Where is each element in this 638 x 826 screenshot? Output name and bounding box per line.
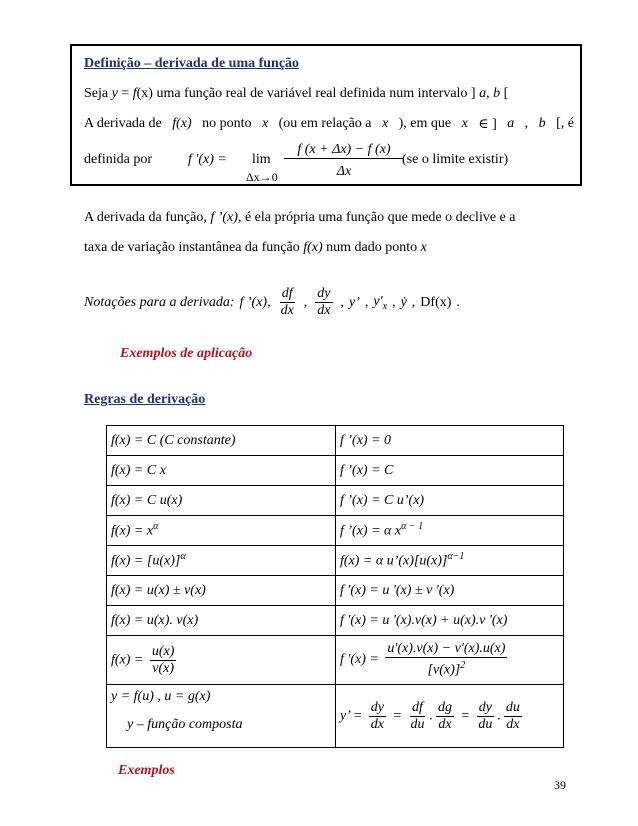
table-row: f(x) = C u(x) f ’(x) = C u’(x) (107, 486, 564, 516)
difference-quotient-numerator: f (x + Δx) − f (x) (284, 142, 404, 159)
table-row: f(x) = $\frac{u(x)}{v(x)}$ f '(x) = $\frac{u'(x).v(x) - v'(x).u(x)}{[v(x)]^2}$ (107, 636, 564, 685)
table-row: f(x) = u(x) ± v(x) f '(x) = u '(x) ± v '(x) (107, 576, 564, 606)
table-row: y = f(u) , u = g(x) y – função composta y’ = $\frac{dy}{dx}$ = $\frac{df}{du}$ . $\frac{dg}{dx}$ = $\frac{dy}{du}$ . $\frac{du}{dx}$ (107, 685, 564, 748)
definition-line-2: A derivada de f(x) no ponto x (ou em relação a x ), em que x ∈ ] a , b [, é (84, 116, 574, 132)
page-number: 39 (554, 778, 566, 792)
examples-heading: Exemplos (118, 763, 175, 778)
definition-box (70, 44, 582, 186)
notations-label: Notações para a derivada: (84, 294, 235, 310)
table-row: f(x) = C (C constante) f ’(x) = 0 (107, 426, 564, 456)
difference-quotient-denominator: Δx (336, 164, 352, 179)
table-row: f(x) = C x f ’(x) = C (107, 456, 564, 486)
notations-line: Notações para a derivada: f ’(x), $\frac{df}{dx}$ , $\frac{dy}{dx}$ , y’ , $y'_x$ , ẏ , Df(x) . (84, 286, 460, 318)
examples-application-heading: Exemplos de aplicação (120, 346, 253, 361)
limit-word: lim (252, 152, 271, 167)
table-row: $f(x) = [u(x)]^\alpha$ f(x) = α $u’(x)[u(x)]^{\alpha-1}$ (107, 546, 564, 576)
definition-line-1: Seja y = f(x) uma função real de variável real definida num intervalo ] a, b [ (84, 86, 509, 101)
paragraph-line-2: taxa de variação instantânea da função f(x) num dado ponto x (84, 240, 427, 255)
table-row: $f(x) = x^\alpha$ f ’(x) = α $x^{\alpha - 1}$ (107, 516, 564, 546)
notation-y-sub-x: $y'_x$ (373, 293, 388, 312)
notation-df-dx: $\frac{df}{dx}$ (280, 286, 294, 318)
table-row: f(x) = u(x). v(x) f '(x) = u '(x).v(x) + u(x).v '(x) (107, 606, 564, 636)
limit-subscript: Δx→0 (246, 170, 278, 184)
limit-note: (se o limite existir) (402, 152, 509, 167)
paragraph-line-1: A derivada da função, f ’(x), é ela própria uma função que mede o declive e a (84, 210, 516, 225)
rules-heading: Regras de derivação (84, 392, 206, 407)
derivative-lhs: f '(x) = (188, 152, 227, 167)
definition-line-3-label: definida por (84, 152, 153, 167)
definition-title: Definição – derivada de uma função (84, 56, 300, 71)
notation-dy-dx: $\frac{dy}{dx}$ (317, 286, 331, 318)
rules-table (106, 425, 564, 748)
